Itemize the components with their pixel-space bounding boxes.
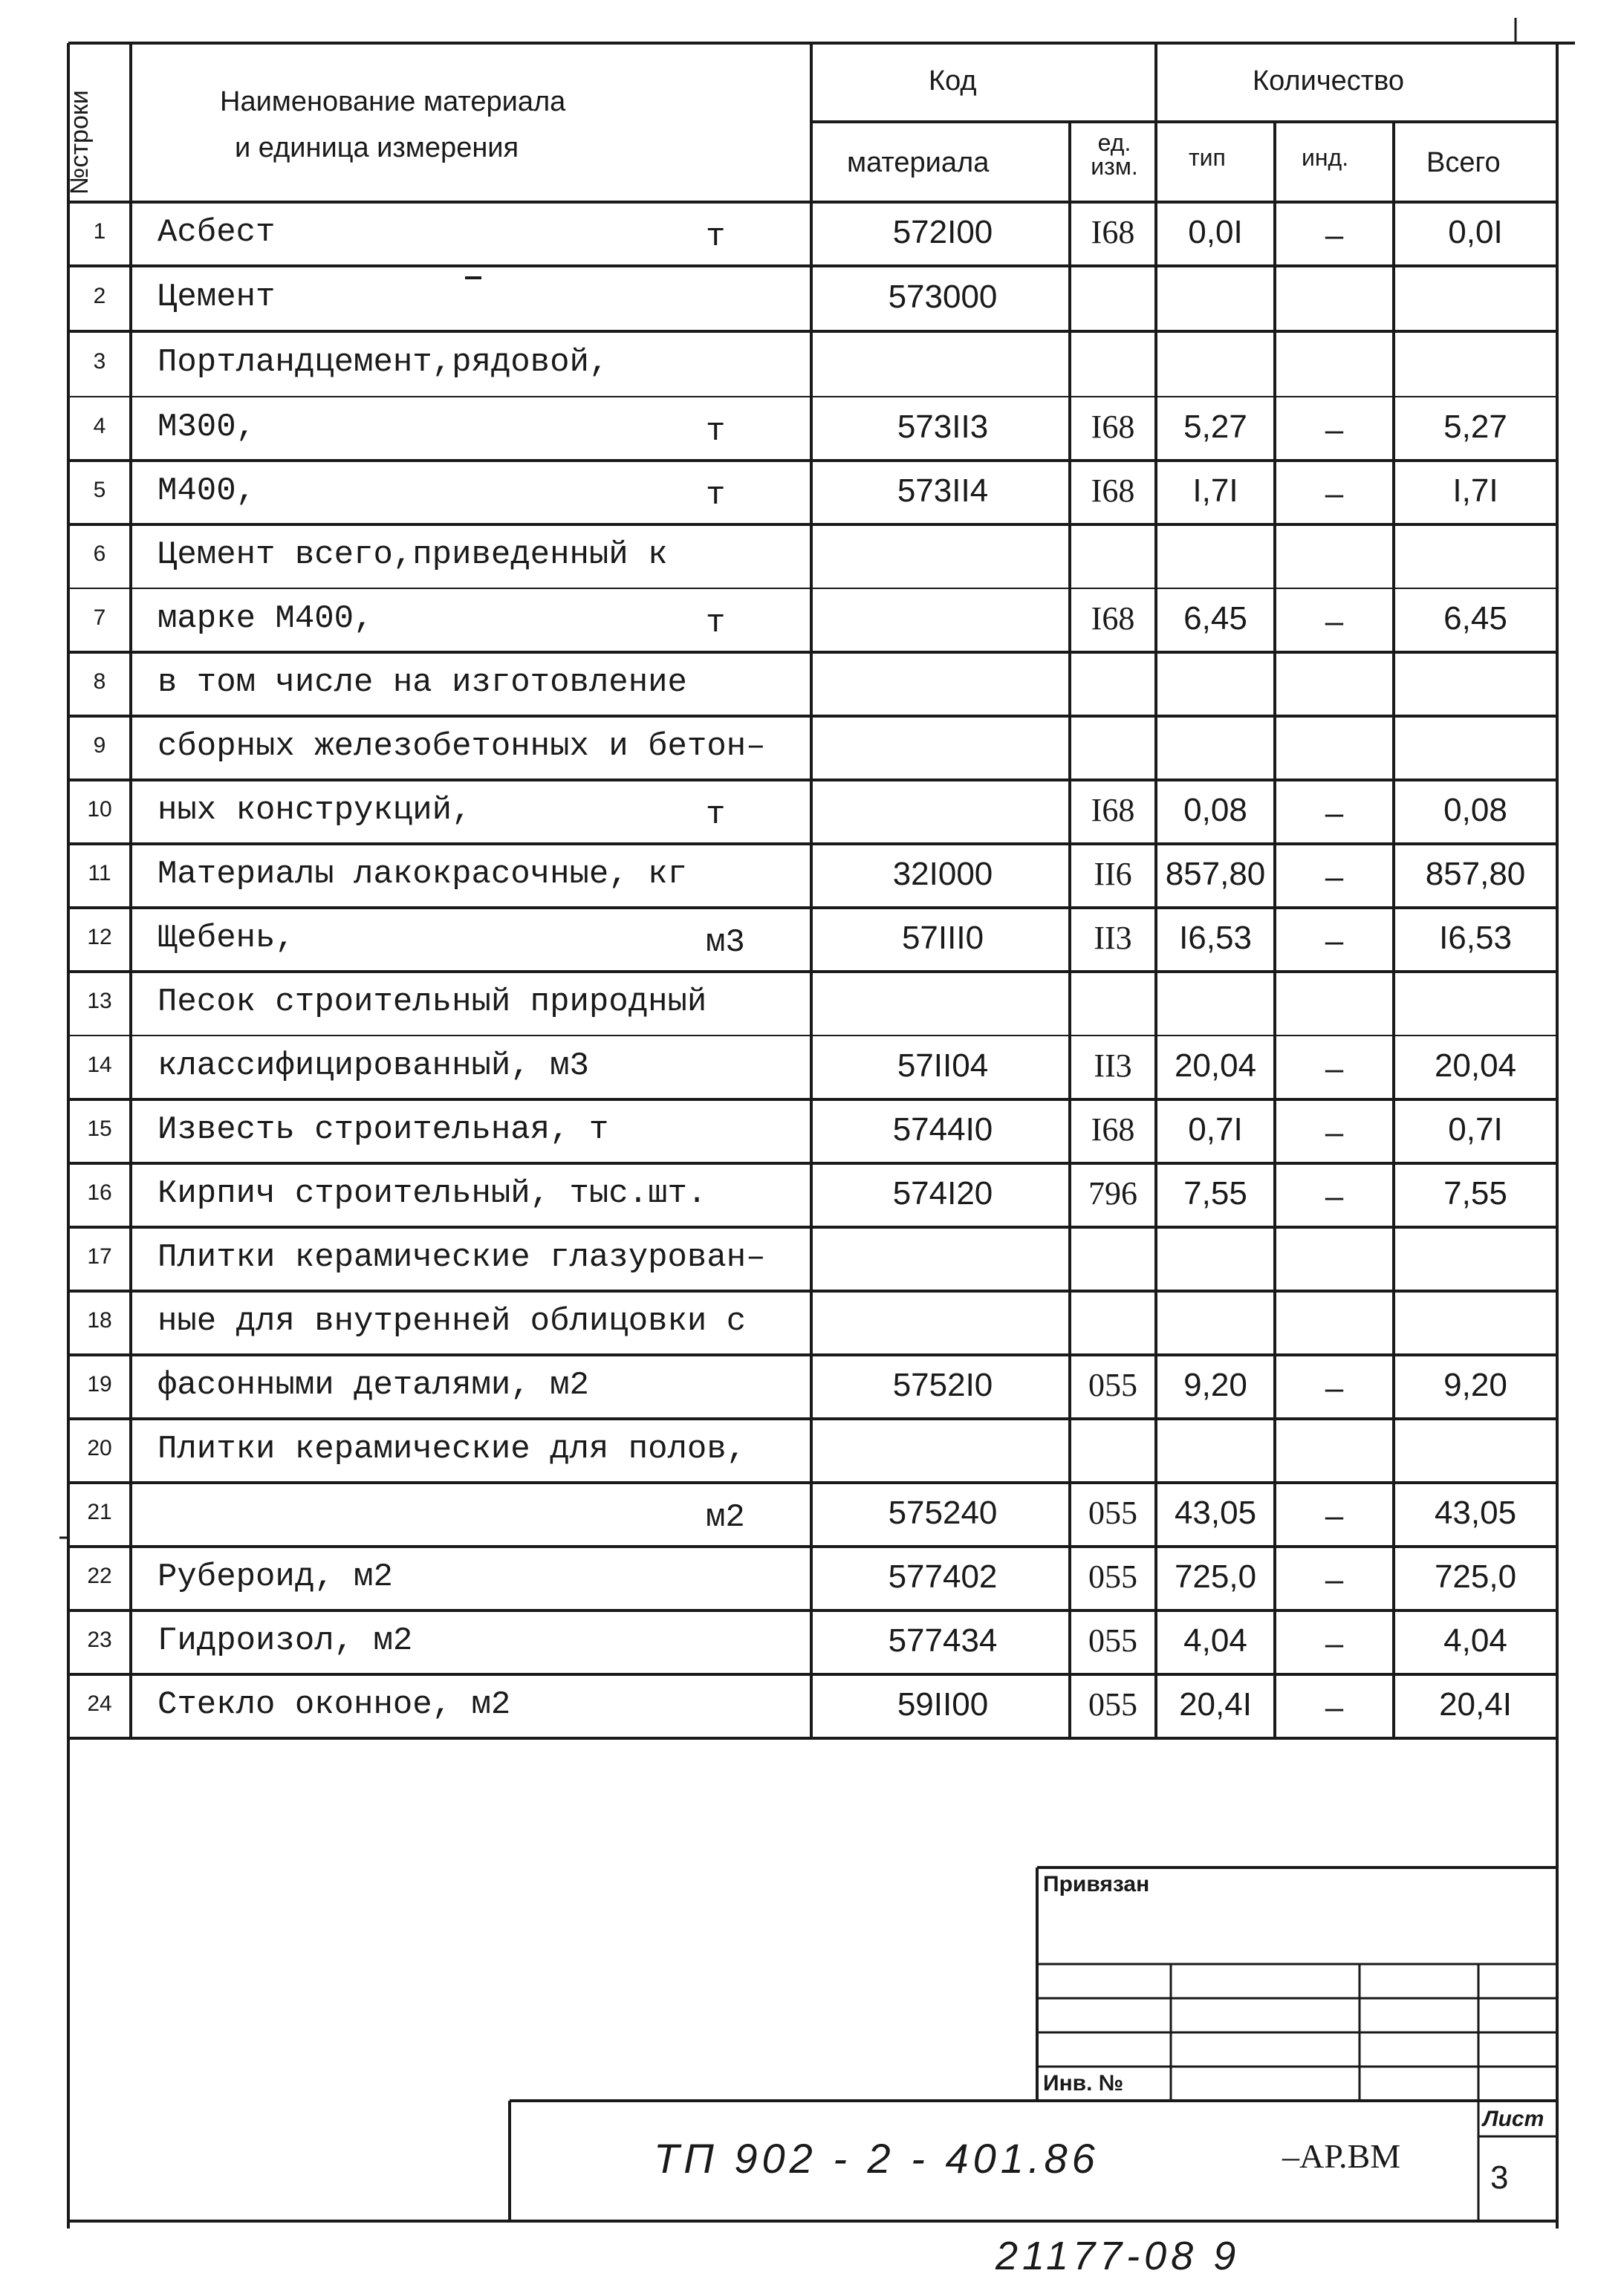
qty-ind: – [1325,1625,1344,1662]
row-number: 12 [87,925,112,949]
material-code: 573000 [888,279,998,315]
unit-code: I68 [1091,472,1135,509]
material-name: Цемент всего,приведенный к [157,536,668,573]
qty-typ: 20,4I [1179,1686,1252,1723]
privyazan-label: Привязан [1043,1872,1150,1896]
material-name: М300, [157,409,256,446]
row-number: 4 [93,414,106,438]
qty-ind: – [1325,1498,1344,1534]
inv-no-label: Инв. № [1043,2071,1124,2096]
qty-total: 0,08 [1443,792,1507,828]
row-number-header: №строки [65,90,94,195]
qty-total: 20,4I [1439,1686,1512,1723]
qty-typ: I,7I [1192,472,1238,509]
material-name: ные для внутренней облицовки с [157,1303,747,1340]
material-name: фасонными деталями, м2 [157,1367,589,1404]
qty-typ: 0,08 [1183,792,1247,828]
qty-typ: 43,05 [1174,1495,1257,1531]
material-code: 5744I0 [892,1111,993,1148]
qty-typ: 6,45 [1183,600,1247,637]
row-number: 6 [93,542,106,566]
row-number: 14 [87,1053,112,1077]
qty-total-header: Всего [1426,147,1501,178]
code-header: Код [929,65,977,97]
qty-typ: 4,04 [1183,1622,1247,1659]
material-name: Гидроизол, м2 [157,1622,413,1660]
qty-total: 7,55 [1443,1175,1507,1212]
qty-ind: – [1325,412,1344,448]
material-code: 577434 [888,1622,998,1659]
qty-total: I,7I [1452,472,1498,509]
unit-code: 055 [1088,1367,1137,1403]
unit-code: II6 [1094,856,1132,892]
qty-total: 20,04 [1434,1047,1517,1084]
qty-ind-header: инд. [1302,144,1349,171]
code-unit-header: ед. изм. [1091,129,1138,180]
material-code: 573II3 [897,409,989,445]
material-name: Известь строительная, т [157,1111,609,1148]
document-code: ТП 902 - 2 - 401.86 [654,2135,1100,2182]
row-number: 21 [87,1500,112,1524]
row-number: 16 [87,1180,112,1205]
material-name: классифицированный, м3 [157,1047,589,1085]
material-code: 59II00 [897,1686,989,1723]
qty-typ: 9,20 [1183,1367,1247,1403]
material-code: 57III0 [901,920,984,956]
unit-code: I68 [1091,409,1135,445]
material-code: 32I000 [892,856,993,892]
qty-total: 6,45 [1443,600,1507,637]
unit-code: 055 [1088,1495,1137,1531]
material-name: Цемент [157,279,276,316]
row-number: 17 [87,1244,112,1269]
material-code: 5752I0 [892,1367,993,1403]
material-code: 57II04 [897,1047,989,1084]
quantity-header: Количество [1253,65,1405,97]
unit-code: II3 [1094,1047,1132,1084]
material-name: Асбест [157,214,276,251]
name-header-line2: и единица измерения [235,132,519,163]
qty-ind: – [1325,1178,1344,1215]
qty-ind: – [1325,603,1344,640]
footer-number: 21177-08 9 [995,2234,1241,2278]
material-unit: т [706,605,726,642]
mark-dash [465,276,481,279]
qty-ind: – [1325,1689,1344,1726]
material-unit: т [706,477,726,514]
row-number: 9 [93,733,106,758]
qty-typ: 725,0 [1174,1558,1257,1595]
unit-code: I68 [1091,214,1135,250]
row-number: 23 [87,1628,112,1652]
row-number: 1 [93,219,106,244]
sheet-number: 3 [1490,2159,1509,2196]
row-number: 5 [93,478,106,502]
material-unit: т [706,413,726,450]
material-unit: т [706,218,726,256]
material-name: Рубероид, м2 [157,1558,393,1596]
qty-ind: – [1325,1561,1344,1598]
material-name: Плитки керамические для полов, [157,1431,747,1468]
row-number: 7 [93,605,106,630]
qty-ind: – [1325,795,1344,831]
row-number: 24 [87,1691,112,1716]
unit-code: I68 [1091,1111,1135,1148]
qty-total: I6,53 [1439,920,1512,956]
material-code: 573II4 [897,472,989,509]
qty-total: 0,7I [1448,1111,1503,1148]
material-unit: м3 [706,924,745,961]
qty-total: 43,05 [1434,1495,1517,1531]
qty-ind: – [1325,1114,1344,1151]
qty-typ: 20,04 [1174,1047,1257,1084]
material-code: 575240 [888,1495,998,1531]
unit-code: 055 [1088,1686,1137,1723]
qty-typ: 0,7I [1188,1111,1243,1148]
qty-typ: 857,80 [1165,856,1266,892]
qty-typ: I6,53 [1179,920,1252,956]
material-name: в том числе на изготовление [157,664,687,701]
material-name: Щебень, [157,920,295,957]
unit-code: I68 [1091,792,1135,828]
material-name: Кирпич строительный, тыс.шт. [157,1175,707,1212]
qty-ind: – [1325,859,1344,895]
material-name: сборных железобетонных и бетон– [157,728,766,765]
material-unit: т [706,796,726,833]
qty-ind: – [1325,1050,1344,1087]
material-code: 574I20 [892,1175,993,1212]
unit-code: 055 [1088,1622,1137,1659]
name-header-line1: Наименование материала [220,86,566,117]
row-number: 15 [87,1116,112,1141]
qty-ind: – [1325,923,1344,959]
qty-total: 857,80 [1425,856,1526,892]
material-name: ных конструкций, [157,792,472,829]
material-name: Стекло оконное, м2 [157,1686,511,1723]
material-name: М400, [157,472,256,510]
row-number: 22 [87,1564,112,1588]
code-material-header: материала [847,147,990,178]
qty-typ: 0,0I [1188,214,1243,250]
qty-total: 9,20 [1443,1367,1507,1403]
unit-code: I68 [1091,600,1135,637]
qty-total: 0,0I [1448,214,1503,250]
qty-total: 5,27 [1443,409,1507,445]
unit-code: 796 [1088,1175,1137,1212]
row-number: 19 [87,1372,112,1397]
row-number: 3 [93,349,106,374]
row-number: 8 [93,669,106,694]
material-name: Плитки керамические глазурован– [157,1239,766,1276]
qty-ind: – [1325,1370,1344,1406]
qty-typ: 5,27 [1183,409,1247,445]
material-code: 572I00 [892,214,993,250]
qty-ind: – [1325,217,1344,253]
material-name: Материалы лакокрасочные, кг [157,856,687,893]
material-name: марке М400, [157,600,374,637]
row-number: 10 [87,797,112,822]
row-number: 20 [87,1436,112,1460]
qty-ind: – [1325,475,1344,512]
material-name: Песок строительный природный [157,984,707,1021]
row-number: 11 [88,861,111,885]
unit-code: II3 [1094,920,1132,956]
qty-typ-header: тип [1189,144,1226,171]
material-code: 577402 [888,1558,998,1595]
unit-code: 055 [1088,1558,1137,1595]
material-name: Портландцемент,рядовой, [157,344,609,381]
qty-total: 725,0 [1434,1558,1517,1595]
material-unit: м2 [706,1499,745,1536]
row-number: 2 [93,284,106,308]
row-number: 18 [87,1308,112,1333]
row-number: 13 [87,989,112,1013]
qty-typ: 7,55 [1183,1175,1247,1212]
sheet-label: Лист [1483,2107,1545,2131]
qty-total: 4,04 [1443,1622,1507,1659]
document-suffix: –АР.ВМ [1282,2137,1401,2175]
